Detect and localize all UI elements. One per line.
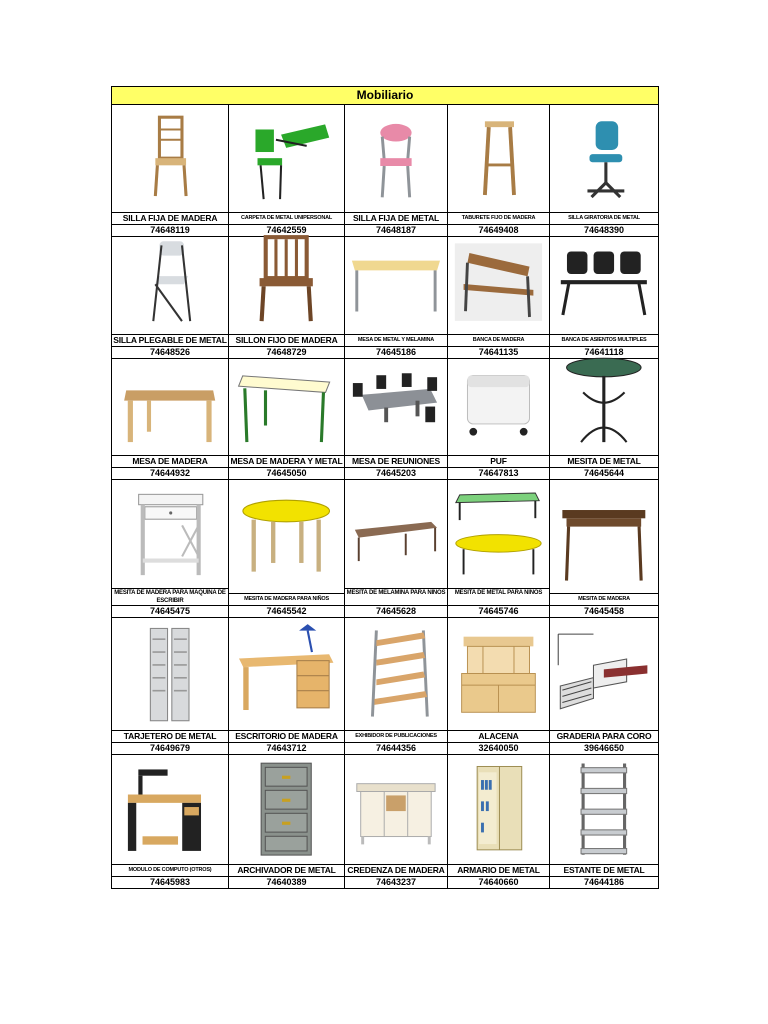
catalog-item [229,755,345,888]
page-title: Mobiliario [112,87,658,105]
item-name: MODULO DE COMPUTO (OTROS) [112,864,228,876]
item-name: TARJETERO DE METAL [112,730,228,742]
catalog-row [112,105,658,235]
item-code: 74642559 [229,224,344,236]
catalog-item [448,480,550,618]
display-shelf-icon [345,618,447,730]
wooden-chair-icon [112,105,228,212]
round-metal-table-icon [550,347,658,455]
multi-seat-bench-icon [550,227,658,334]
item-code: 74645644 [550,467,658,479]
item-name: MESITA DE MELAMINA PARA NIÑOS [345,588,447,605]
bench-icon [448,227,549,334]
item-code: 74645458 [550,605,658,617]
wooden-table-icon [112,347,228,455]
item-code: 74644186 [550,876,658,888]
item-name: ARCHIVADOR DE METAL [229,864,344,876]
catalog-item [229,480,345,618]
card-rack-icon [112,618,228,730]
item-name: SILLON FIJO DE MADERA [229,334,344,346]
folding-chair-icon [112,227,228,334]
catalog-row [112,618,658,755]
stool-icon [448,105,549,212]
item-code: 74640660 [448,876,549,888]
catalog-item [112,618,229,755]
low-table-icon [345,480,447,588]
item-code: 74645186 [345,346,447,358]
item-name: GRADERIA PARA CORO [550,730,658,742]
item-code: 74645983 [112,876,228,888]
item-code: 74644932 [112,467,228,479]
student-desk-icon [229,105,344,212]
item-code: 74649679 [112,742,228,754]
catalog-item [345,105,448,237]
item-name: SILLA FIJA DE METAL [345,212,447,224]
catalog-item [229,227,345,359]
catalog-grid [112,105,658,888]
item-name: SILLA GIRATORIA DE METAL [550,212,658,224]
item-code: 39646650 [550,742,658,754]
catalog-item [345,480,448,618]
item-code: 74648729 [229,346,344,358]
furniture-catalog-table [111,86,659,889]
catalog-row [112,347,658,480]
computer-desk-icon [112,755,228,864]
item-code: 74647813 [448,467,549,479]
item-name: TABURETE FIJO DE MADERA [448,212,549,224]
catalog-row [112,227,658,357]
credenza-icon [345,755,447,864]
metal-chair-icon [345,105,447,212]
meeting-table-icon [345,347,447,455]
catalog-item [229,347,345,480]
desk-icon [229,618,344,730]
puf-icon [448,347,549,455]
item-name: ESCRITORIO DE MADERA [229,730,344,742]
catalog-item [112,755,229,888]
metal-cabinet-icon [448,755,549,864]
catalog-item [550,618,658,755]
item-code: 74648526 [112,346,228,358]
item-name: ALACENA [448,730,549,742]
item-name: ARMARIO DE METAL [448,864,549,876]
item-name: MESA DE METAL Y MELAMINA [345,334,447,346]
item-name: EXHIBIDOR DE PUBLICACIONES [345,730,447,742]
catalog-row [112,480,658,618]
kids-metal-tables-icon [448,480,549,588]
item-code: 74648390 [550,224,658,236]
item-name: SILLA PLEGABLE DE METAL [113,334,227,345]
item-code: 74645746 [448,605,549,617]
armchair-icon [229,227,344,334]
item-code: 74645628 [345,605,447,617]
item-code: 74644356 [345,742,447,754]
item-code: 32640050 [448,742,549,754]
console-table-icon [550,480,658,593]
item-code: 74640389 [229,876,344,888]
catalog-item [448,227,550,359]
item-name: CREDENZA DE MADERA [345,864,447,876]
catalog-item [550,347,658,480]
typewriter-table-icon [112,480,228,588]
item-name: MESA DE MADERA [112,455,228,467]
item-name: PUF [448,455,549,467]
item-name: CARPETA DE METAL UNIPERSONAL [229,212,344,224]
catalog-item [345,618,448,755]
item-code: 74645050 [229,467,344,479]
item-code: 74643712 [229,742,344,754]
filing-cabinet-icon [229,755,344,864]
item-code: 74643237 [345,876,447,888]
catalog-item [112,227,229,359]
wood-metal-table-icon [229,347,344,455]
item-name: MESITA DE METAL PARA NIÑOS [448,588,549,605]
item-code: 74645203 [345,467,447,479]
item-code: 74648119 [112,224,228,236]
item-code: 74648187 [345,224,447,236]
catalog-item [229,618,345,755]
catalog-item [550,227,658,359]
item-code: 74645475 [112,605,228,617]
catalog-item [448,755,550,888]
metal-shelf-icon [550,755,658,864]
item-name: MESA DE MADERA Y METAL [230,456,343,466]
item-name: BANCA DE MADERA [448,334,549,346]
item-code: 74645542 [229,605,344,617]
catalog-item [112,480,229,618]
choir-riser-icon [550,618,658,730]
catalog-item [345,227,448,359]
catalog-item [448,618,550,755]
item-name: ESTANTE DE METAL [550,864,658,876]
catalog-item [345,755,448,888]
catalog-row [112,755,658,888]
item-name: MESITA DE MADERA [550,593,658,605]
kids-round-table-icon [229,480,344,593]
swivel-chair-icon [550,105,658,212]
item-code: 74641135 [448,346,549,358]
catalog-item [345,347,448,480]
item-code: 74649408 [448,224,549,236]
item-name: SILLA FIJA DE MADERA [112,212,228,224]
catalog-item [112,105,229,237]
catalog-item [448,347,550,480]
cupboard-icon [448,618,549,730]
item-code: 74641118 [550,346,658,358]
metal-table-icon [345,227,447,334]
catalog-item [550,755,658,888]
item-name: MESITA DE METAL [550,455,658,467]
catalog-item [112,347,229,480]
item-name: MESITA DE MADERA PARA MAQUINA DE ESCRIBIR [112,588,228,605]
catalog-item [550,105,658,237]
catalog-item [448,105,550,237]
catalog-item [550,480,658,618]
catalog-item [229,105,345,237]
item-name: MESITA DE MADERA PARA NIÑOS [229,593,344,605]
item-name: MESA DE REUNIONES [345,455,447,467]
item-name: BANCA DE ASIENTOS MULTIPLES [550,334,658,346]
